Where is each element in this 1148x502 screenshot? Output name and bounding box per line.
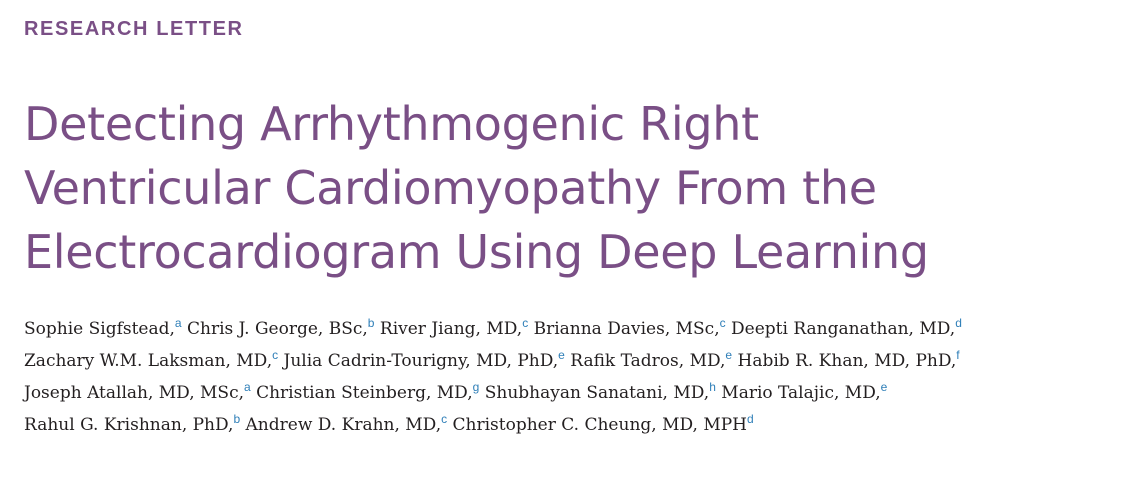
author-line-2 [24, 345, 1134, 377]
affiliation-mark[interactable]: f [956, 348, 960, 362]
affiliation-mark[interactable]: b [367, 316, 375, 330]
author-name: Deepti Ranganathan, MD, [731, 319, 956, 339]
affiliation-mark[interactable]: e [725, 348, 733, 362]
affiliation-mark[interactable]: e [880, 380, 888, 394]
author-name: Andrew D. Krahn, MD, [245, 415, 442, 435]
section-label: RESEARCH LETTER [24, 18, 244, 40]
affiliation-mark[interactable]: e [558, 348, 565, 362]
author-name: Rahul G. Krishnan, PhD, [24, 415, 234, 435]
author-name: River Jiang, MD, [379, 319, 523, 339]
author-line-3 [24, 377, 1134, 409]
author-name: Rafik Tadros, MD, [570, 351, 726, 371]
author-name: Christian Steinberg, MD, [256, 383, 473, 403]
author-name: Christopher C. Cheung, MD, MPH [452, 415, 747, 435]
author-name: Chris J. George, BSc, [187, 319, 368, 339]
author [731, 316, 962, 339]
author [452, 412, 754, 435]
author-name: Mario Talajic, MD, [721, 383, 881, 403]
affiliation-mark[interactable]: c [441, 412, 448, 426]
author [484, 380, 716, 403]
affiliation-mark[interactable]: b [233, 412, 241, 426]
author [533, 316, 726, 339]
author [570, 348, 733, 371]
author [187, 316, 375, 339]
author-name: Julia Cadrin-Tourigny, MD, PhD, [283, 351, 559, 371]
author [256, 380, 480, 403]
affiliation-mark[interactable]: c [522, 316, 529, 330]
affiliation-mark[interactable]: c [719, 316, 726, 330]
author [245, 412, 448, 435]
author [721, 380, 888, 403]
affiliation-mark[interactable]: d [747, 412, 754, 426]
affiliation-mark[interactable]: a [174, 316, 182, 330]
title-line-1: Detecting Arrhythmogenic Right [24, 97, 759, 151]
author-name: Brianna Davies, MSc, [533, 319, 720, 339]
author [737, 348, 960, 371]
author [24, 348, 279, 371]
title-line-2: Ventricular Cardiomyopathy From the [24, 161, 877, 215]
affiliation-mark[interactable]: d [955, 316, 962, 330]
title-line-3: Electrocardiogram Using Deep Learning [24, 225, 929, 279]
author-name: Joseph Atallah, MD, MSc, [24, 383, 244, 403]
author-line-1 [24, 313, 1134, 345]
article-title [24, 92, 1124, 284]
author-name: Shubhayan Sanatani, MD, [484, 383, 710, 403]
author [283, 348, 565, 371]
affiliation-mark[interactable]: a [244, 380, 251, 394]
author-list [24, 313, 1134, 441]
author-name: Sophie Sigfstead, [24, 319, 175, 339]
affiliation-mark[interactable]: g [472, 380, 480, 394]
author-name: Zachary W.M. Laksman, MD, [24, 351, 273, 371]
author-name: Habib R. Khan, MD, PhD, [737, 351, 957, 371]
author-line-4 [24, 409, 1134, 441]
affiliation-mark[interactable]: c [272, 348, 279, 362]
author [379, 316, 529, 339]
author [24, 380, 251, 403]
author [24, 412, 241, 435]
affiliation-mark[interactable]: h [709, 380, 716, 394]
author [24, 316, 182, 339]
